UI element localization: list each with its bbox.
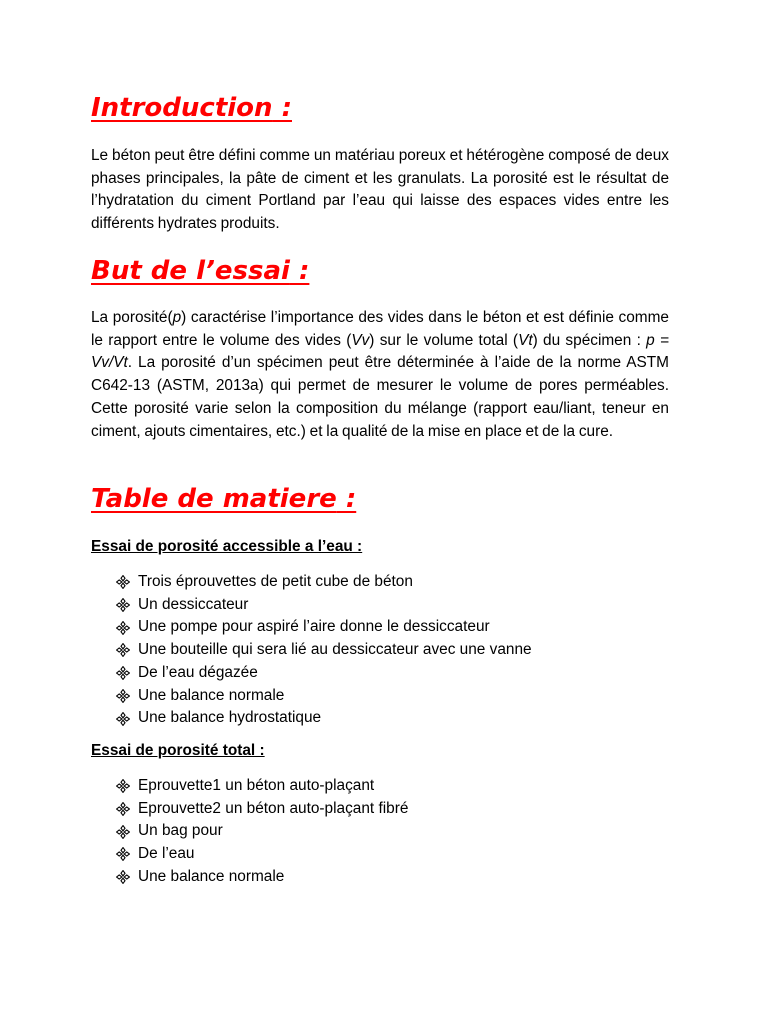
material-list-total: [116, 775, 408, 889]
list-item: Une balance normale: [116, 866, 408, 889]
list-item: Une bouteille qui sera lié au dessiccateur avec une vanne: [116, 639, 532, 662]
porosity-formula: p = Vv/Vt: [91, 331, 670, 372]
four-diamond-bullet-icon: [116, 825, 138, 839]
list-item: Un bag pour: [116, 820, 408, 843]
four-diamond-bullet-icon: [116, 870, 138, 884]
four-diamond-bullet-icon: [116, 621, 138, 635]
four-diamond-bullet-icon: [116, 847, 138, 861]
but-heading: But de l’essai :: [91, 256, 310, 286]
four-diamond-bullet-icon: [116, 712, 138, 726]
list-item: De l’eau dégazée: [116, 662, 532, 685]
list-item: Eprouvette1 un béton auto-plaçant: [116, 775, 408, 798]
list-item: De l’eau: [116, 843, 408, 866]
four-diamond-bullet-icon: [116, 689, 138, 703]
four-diamond-bullet-icon: [116, 575, 138, 589]
table-heading: Table de matiere :: [91, 484, 357, 514]
list-item: Eprouvette2 un béton auto-plaçant fibré: [116, 798, 408, 821]
list-item: Une balance hydrostatique: [116, 707, 532, 730]
section-title-porosite-accessible: Essai de porosité accessible a l’eau :: [91, 538, 363, 555]
intro-paragraph: Le béton peut être défini comme un matériau poreux et hétérogène composé de deux phases principales, la pâte de ciment et les granulats. La porosité est le résultat de l’hydratation du ciment Portland par l’eau qui laisse des espaces vides entre les différents hydrates produits.: [91, 147, 669, 233]
list-item: Une balance normale: [116, 685, 532, 708]
intro-heading: Introduction :: [91, 93, 292, 123]
material-list-accessible: [116, 571, 532, 730]
four-diamond-bullet-icon: [116, 802, 138, 816]
four-diamond-bullet-icon: [116, 666, 138, 680]
list-item: Trois éprouvettes de petit cube de béton: [116, 571, 532, 594]
four-diamond-bullet-icon: [116, 643, 138, 657]
four-diamond-bullet-icon: [116, 779, 138, 793]
list-item: Un dessiccateur: [116, 594, 532, 617]
section-title-porosite-total: Essai de porosité total :: [91, 742, 265, 759]
four-diamond-bullet-icon: [116, 598, 138, 612]
list-item: Une pompe pour aspiré l’aire donne le dessiccateur: [116, 616, 532, 639]
but-paragraph: La porosité(p) caractérise l’importance des vides dans le béton et est définie comme le rapport entre le volume des vides (Vv) sur le volume total (Vt) du spécimen : p = Vv/Vt. La porosité d’un spécimen peut être déterminée à l’aide de la norme ASTM C642-13 (ASTM, 2013a) qui permet de mesurer le volume de pores perméables. Cette porosité varie selon la composition du mélange (rapport eau/liant, teneur en ciment, ajouts cimentaires, etc.) et la qualité de la mise en place et de la cure.: [91, 309, 670, 440]
